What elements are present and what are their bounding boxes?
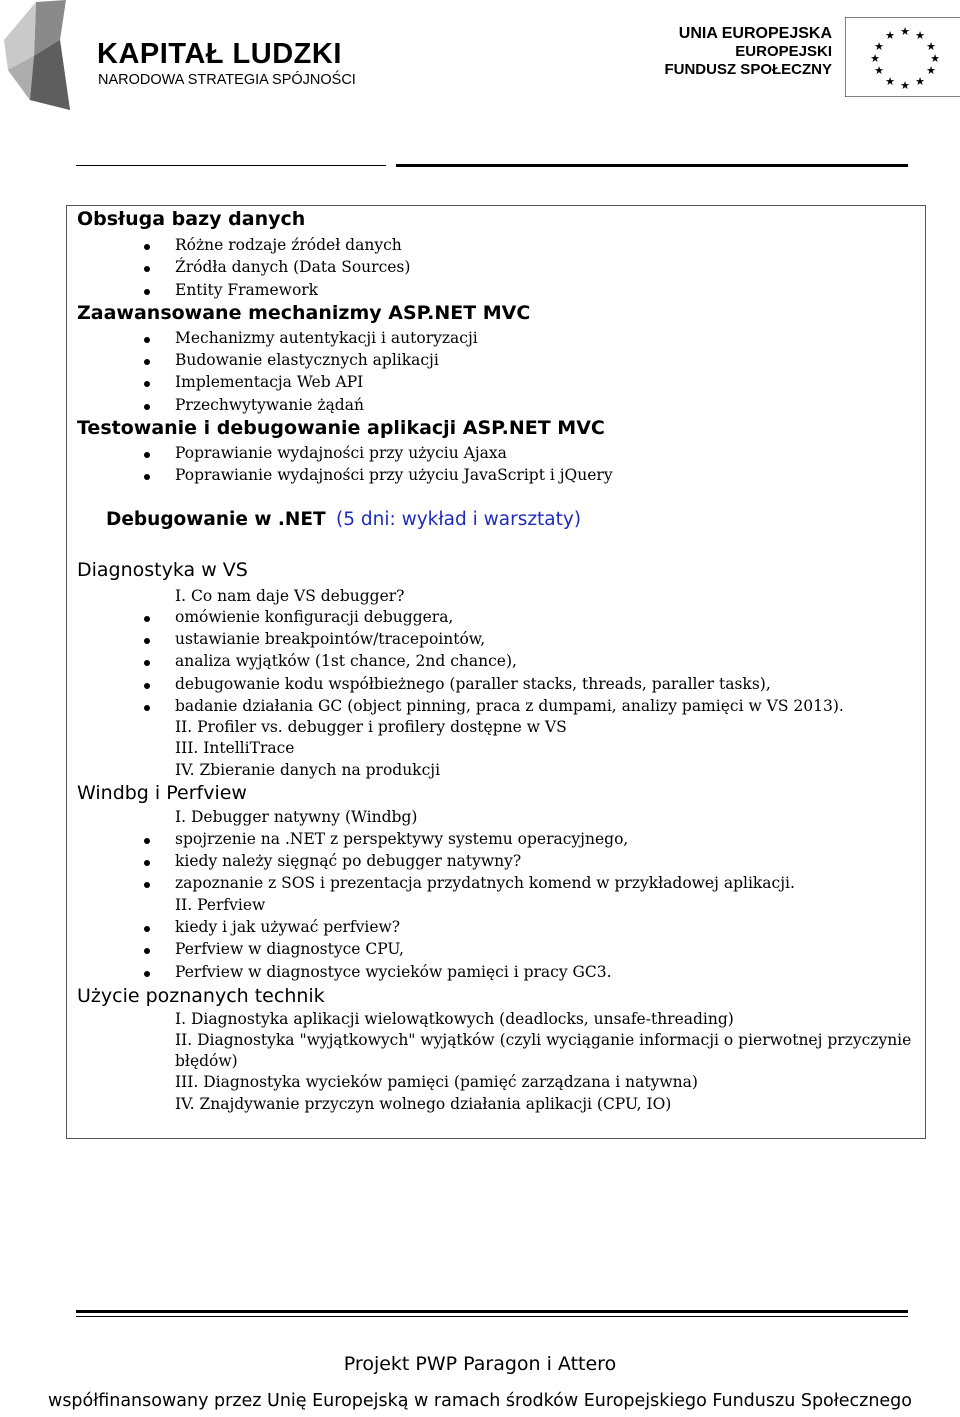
subsection-label: IV. Znajdywanie przyczyn wolnego działania aplikacji (CPU, IO)	[175, 1095, 672, 1113]
svg-text:★: ★	[930, 52, 940, 65]
svg-text:★: ★	[915, 75, 925, 88]
list-item: analiza wyjątków (1st chance, 2nd chance),	[175, 652, 517, 670]
list-item: Entity Framework	[175, 281, 319, 299]
list-item: Źródła danych (Data Sources)	[175, 258, 411, 276]
section-title-testing: Testowanie i debugowanie aplikacji ASP.NET MVC	[77, 417, 605, 439]
footer-rule-thick	[76, 1310, 908, 1313]
header-rule-thin	[76, 165, 386, 166]
svg-text:★: ★	[926, 40, 936, 53]
eu-logo-line3: FUNDUSZ SPOŁECZNY	[664, 61, 832, 78]
subsection-label-continued: błędów)	[175, 1052, 238, 1070]
svg-text:★: ★	[885, 75, 895, 88]
list-item: Mechanizmy autentykacji i autoryzacji	[175, 329, 478, 347]
course-title: Debugowanie w .NET	[106, 509, 326, 530]
svg-text:★: ★	[900, 79, 910, 92]
subsection-label: III. IntelliTrace	[175, 739, 295, 757]
footer-cofinancing: współfinansowany przez Unię Europejską w ramach środków Europejskiego Funduszu Społecznego	[48, 1391, 912, 1411]
subsection-label: II. Diagnostyka "wyjątkowych" wyjątków (czyli wyciąganie informacji o pierwotnej przyczynie	[175, 1031, 912, 1049]
section-title-techniques: Użycie poznanych technik	[77, 985, 325, 1007]
svg-text:★: ★	[870, 52, 880, 65]
subsection-label: IV. Zbieranie danych na produkcji	[175, 761, 441, 779]
svg-text:★: ★	[874, 40, 884, 53]
subsection-label: III. Diagnostyka wycieków pamięci (pamięć zarządzana i natywna)	[175, 1073, 698, 1091]
list-item: kiedy i jak używać perfview?	[175, 918, 401, 936]
list-item: spojrzenie na .NET z perspektywy systemu operacyjnego,	[175, 830, 629, 848]
kapital-ludzki-subtitle: NARODOWA STRATEGIA SPÓJNOŚCI	[98, 72, 356, 88]
subsection-label: II. Perfview	[175, 896, 266, 914]
svg-text:★: ★	[874, 64, 884, 77]
eu-logo-line2: EUROPEJSKI	[735, 43, 832, 60]
subsection-label: II. Profiler vs. debugger i profilery dostępne w VS	[175, 718, 567, 736]
kapital-ludzki-title: KAPITAŁ LUDZKI	[97, 38, 342, 70]
svg-text:★: ★	[885, 29, 895, 42]
section-title-database: Obsługa bazy danych	[77, 208, 306, 230]
subsection-label: I. Debugger natywny (Windbg)	[175, 808, 418, 826]
list-item: debugowanie kodu współbieżnego (paraller stacks, threads, paraller tasks),	[175, 675, 771, 693]
list-item: kiedy należy sięgnąć po debugger natywny?	[175, 852, 522, 870]
list-item: Perfview w diagnostyce wycieków pamięci i pracy GC3.	[175, 963, 612, 981]
list-item: badanie działania GC (object pinning, praca z dumpami, analizy pamięci w VS 2013).	[175, 697, 844, 715]
header-rule-thick	[396, 164, 908, 167]
kapital-ludzki-logo-icon	[0, 0, 72, 112]
list-item: ustawianie breakpointów/tracepointów,	[175, 630, 486, 648]
list-item: Poprawianie wydajności przy użyciu Ajaxa	[175, 444, 507, 462]
footer-rule-thin	[76, 1316, 908, 1317]
eu-logo-line1: UNIA EUROPEJSKA	[678, 25, 832, 42]
list-item: Różne rodzaje źródeł danych	[175, 236, 402, 254]
svg-text:★: ★	[915, 29, 925, 42]
subsection-label: I. Co nam daje VS debugger?	[175, 587, 405, 605]
list-item: Perfview w diagnostyce CPU,	[175, 940, 404, 958]
list-item: Budowanie elastycznych aplikacji	[175, 351, 439, 369]
subsection-label: I. Diagnostyka aplikacji wielowątkowych (deadlocks, unsafe-threading)	[175, 1010, 734, 1028]
svg-text:★: ★	[926, 64, 936, 77]
list-item: zapoznanie z SOS i prezentacja przydatnych komend w przykładowej aplikacji.	[175, 874, 795, 892]
svg-text:★: ★	[900, 25, 910, 38]
course-duration-note: (5 dni: wykład i warsztaty)	[336, 509, 582, 530]
footer-project: Projekt PWP Paragon i Attero	[343, 1353, 617, 1375]
section-title-diagnostics-vs: Diagnostyka w VS	[77, 559, 248, 581]
section-title-advanced: Zaawansowane mechanizmy ASP.NET MVC	[77, 302, 531, 324]
list-item: Przechwytywanie żądań	[175, 396, 364, 414]
list-item: omówienie konfiguracji debuggera,	[175, 608, 454, 626]
section-title-windbg-perfview: Windbg i Perfview	[77, 782, 247, 804]
list-item: Poprawianie wydajności przy użyciu JavaScript i jQuery	[175, 466, 613, 484]
list-item: Implementacja Web API	[175, 373, 364, 391]
eu-flag-icon	[845, 17, 960, 97]
